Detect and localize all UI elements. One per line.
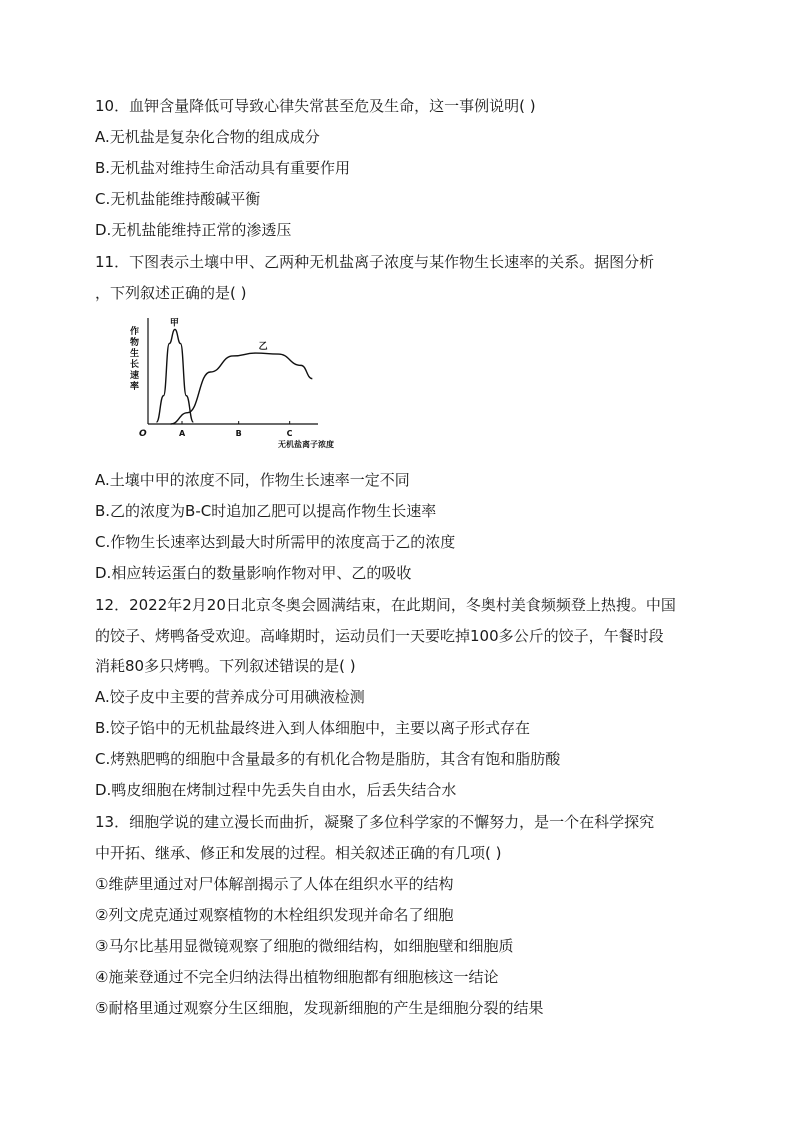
x-axis-label: 无机盐离子浓度 [278,440,334,449]
q12-option-b: B.饺子馅中的无机盐最终进入到人体细胞中，主要以离子形式存在 [95,719,531,737]
q12-stem-line-2: 的饺子、烤鸭备受欢迎。高峰期时，运动员们一天要吃掉100多公斤的饺子，午餐时段 [95,627,664,645]
q10-stem: 10．血钾含量降低可导致心律失常甚至危及生命，这一事例说明( ) [95,97,536,115]
q13-item-2: ②列文虎克通过观察植物的木栓组织发现并命名了细胞 [95,906,454,924]
q11-option-c: C.作物生长速率达到最大时所需甲的浓度高于乙的浓度 [95,533,456,551]
q10-option-c: C.无机盐能维持酸碱平衡 [95,190,261,208]
series-label-yi: 乙 [258,342,268,353]
q10-option-b: B.无机盐对维持生命活动具有重要作用 [95,159,351,177]
series-line-yi [171,353,313,424]
q10-option-a: A.无机盐是复杂化合物的组成成分 [95,128,320,146]
q12-stem-line-3: 消耗80多只烤鸭。下列叙述错误的是( ) [95,657,356,675]
q12-option-c: C.烤熟肥鸭的细胞中含量最多的有机化合物是脂肪，其含有饱和脂肪酸 [95,750,561,768]
y-axis-label: 作物生长速率 [130,327,140,392]
series-label-jia: 甲 [169,318,179,329]
q12-option-d: D.鸭皮细胞在烤制过程中先丢失自由水，后丢失结合水 [95,781,457,799]
q12-stem-line-1: 12．2022年2月20日北京冬奥会圆满结束，在此期间，冬奥村美食频频登上热搜。中国 [95,596,676,614]
q12-option-a: A.饺子皮中主要的营养成分可用碘液检测 [95,688,365,706]
growth-rate-chart [128,314,360,456]
q13-item-4: ④施莱登通过不完全归纳法得出植物细胞都有细胞核这一结论 [95,968,499,986]
q13-stem-line-1: 13．细胞学说的建立漫长而曲折，凝聚了多位科学家的不懈努力，是一个在科学探究 [95,813,655,831]
x-tick-label-c: C [286,429,293,438]
origin-label: O [139,429,147,439]
q11-stem-line-2: ，下列叙述正确的是( ) [95,284,247,302]
q11-option-a: A.土壤中甲的浓度不同，作物生长速率一定不同 [95,471,410,489]
q11-option-d: D.相应转运蛋白的数量影响作物对甲、乙的吸收 [95,564,412,582]
x-tick-label-b: B [235,429,242,438]
q11-option-b: B.乙的浓度为B-C时追加乙肥可以提高作物生长速率 [95,502,437,520]
q13-item-3: ③马尔比基用显微镜观察了细胞的微细结构，如细胞壁和细胞质 [95,937,514,955]
q11-stem-line-1: 11．下图表示土壤中甲、乙两种无机盐离子浓度与某作物生长速率的关系。据图分析 [95,253,655,271]
q13-item-1: ①维萨里通过对尸体解剖揭示了人体在组织水平的结构 [95,875,454,893]
q10-option-d: D.无机盐能维持正常的渗透压 [95,221,292,239]
q13-stem-line-2: 中开拓、继承、修正和发展的过程。相关叙述正确的有几项( ) [95,844,502,862]
x-tick-label-a: A [179,429,186,438]
q13-item-5: ⑤耐格里通过观察分生区细胞，发现新细胞的产生是细胞分裂的结果 [95,999,544,1017]
series-line-jia [157,329,194,422]
